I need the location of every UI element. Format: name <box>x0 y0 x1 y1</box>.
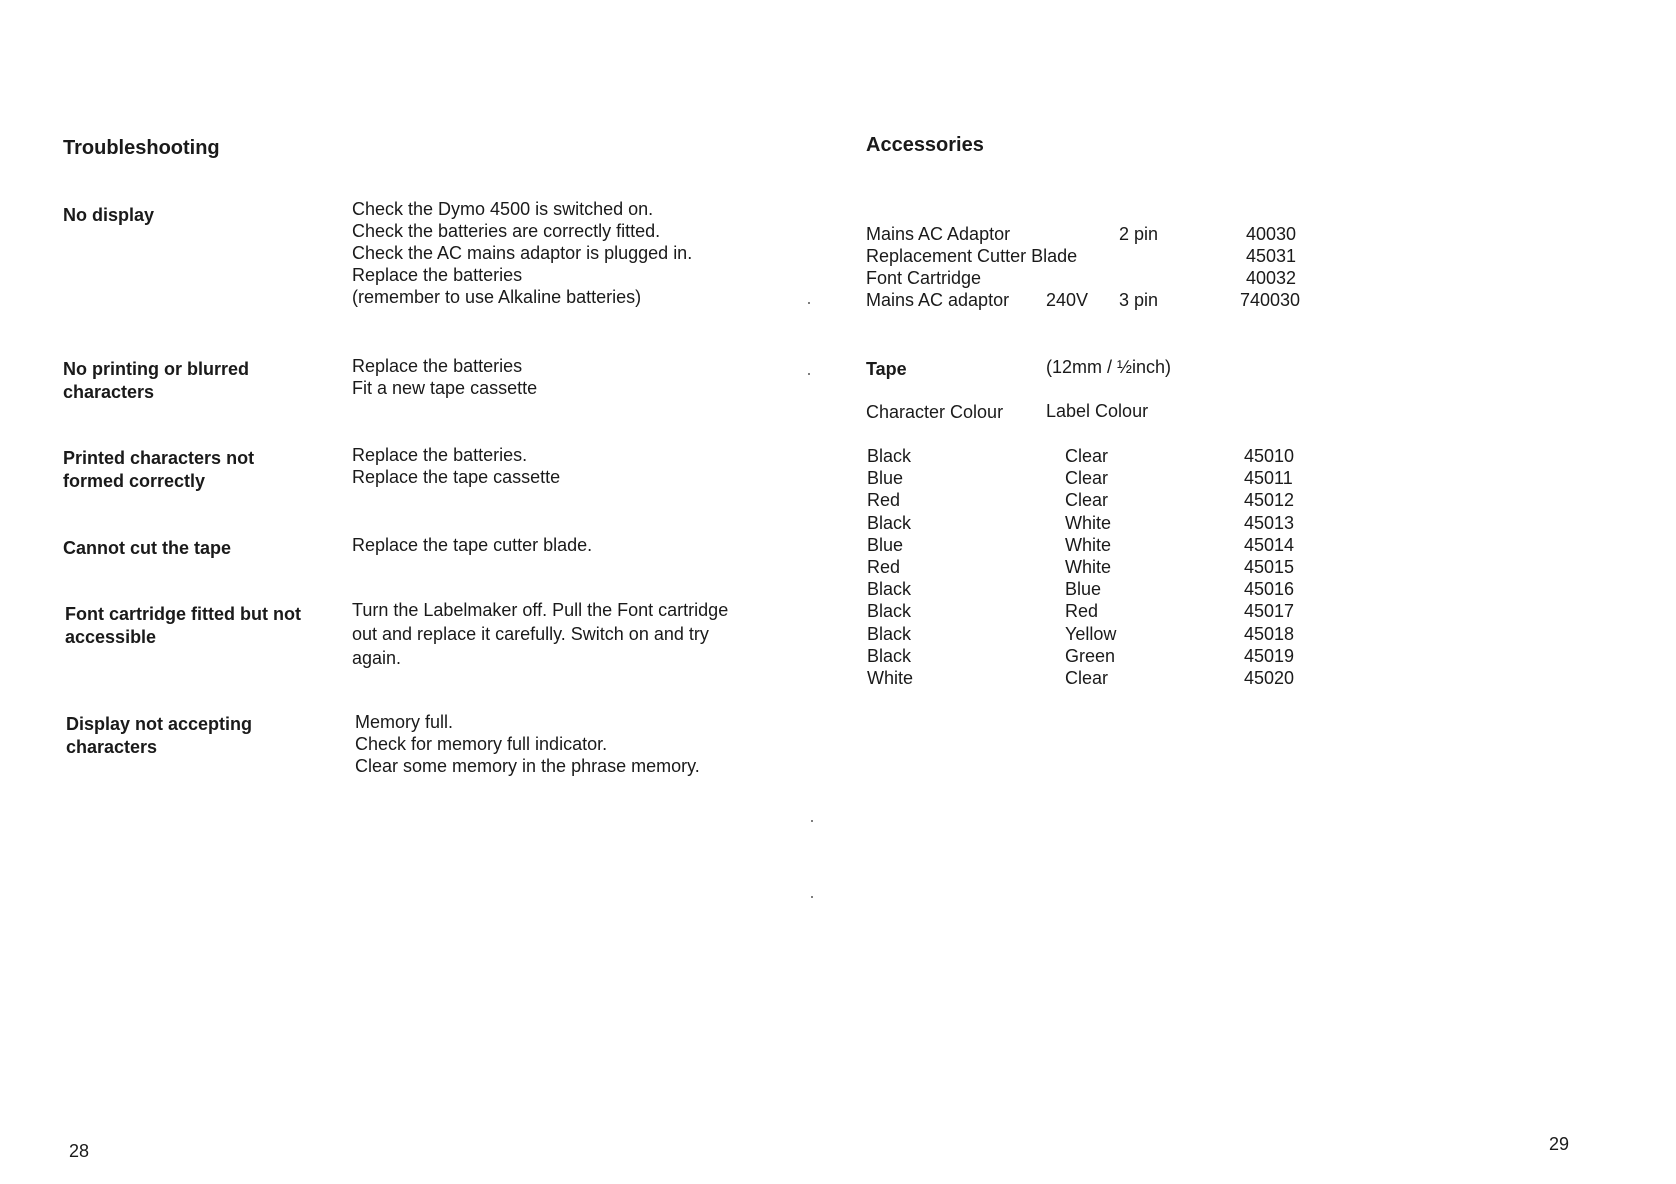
character-colour: Black <box>867 579 912 600</box>
solution-line: Check the Dymo 4500 is switched on. <box>352 199 654 219</box>
solution-printed-characters <box>352 444 782 488</box>
accessories-title: Accessories <box>866 134 984 156</box>
scan-speck <box>811 820 813 822</box>
accessory-row <box>866 290 1366 312</box>
tape-code: 45011 <box>1244 468 1293 489</box>
tape-code: 45014 <box>1244 534 1295 555</box>
accessory-pins: 3 pin <box>1119 290 1159 310</box>
solution-cannot-cut <box>352 534 782 556</box>
tape-row <box>867 557 1317 579</box>
tape-row <box>867 668 1317 690</box>
label-colour: Clear <box>1065 668 1109 688</box>
problem-line: characters <box>66 737 158 757</box>
solution-line: Check the batteries are correctly fitted. <box>352 221 661 241</box>
tape-row <box>867 468 1317 490</box>
tape-code: 45019 <box>1244 645 1295 666</box>
problem-line: Cannot cut the tape <box>63 538 232 558</box>
solution-line: Memory full. <box>355 712 454 732</box>
problem-no-printing <box>63 358 333 404</box>
scan-speck <box>811 896 813 898</box>
tape-size: (12mm / ½inch) <box>1046 357 1172 377</box>
tape-code: 45020 <box>1244 668 1295 688</box>
accessory-name: Font Cartridge <box>866 268 982 288</box>
solution-line: Replace the tape cassette <box>352 467 561 487</box>
tape-label: Tape <box>866 359 907 379</box>
tape-code: 45017 <box>1244 601 1295 622</box>
problem-printed-characters <box>63 447 333 493</box>
accessory-code: 740030 <box>1240 290 1301 310</box>
accessory-code: 40030 <box>1246 224 1297 244</box>
scan-speck <box>808 373 810 375</box>
tape-code: 45018 <box>1244 623 1295 644</box>
solution-no-display <box>352 198 782 308</box>
solution-line: again. <box>352 648 402 668</box>
solution-line: Replace the tape cutter blade. <box>352 535 593 555</box>
accessory-code: 40032 <box>1246 268 1297 288</box>
accessory-name: Mains AC adaptor <box>866 290 1010 310</box>
problem-line: No printing or blurred <box>63 359 249 379</box>
label-colour: Blue <box>1065 579 1102 600</box>
problem-line: formed correctly <box>63 471 206 491</box>
solution-font-cartridge <box>352 598 782 670</box>
problem-line: Font cartridge fitted but not <box>65 604 301 624</box>
tape-row <box>867 579 1317 601</box>
tape-code: 45010 <box>1244 446 1295 466</box>
solution-line: (remember to use Alkaline batteries) <box>352 287 642 307</box>
solution-line: Replace the batteries. <box>352 445 528 465</box>
character-colour: Black <box>867 645 912 666</box>
character-colour: Red <box>867 557 901 577</box>
tape-code: 45012 <box>1244 490 1295 511</box>
solution-line: Check the AC mains adaptor is plugged in. <box>352 243 693 263</box>
page-number-right: 29 <box>1549 1134 1570 1154</box>
tape-row <box>867 535 1317 557</box>
accessory-name: Replacement Cutter Blade <box>866 246 1078 266</box>
character-colour: Red <box>867 490 901 511</box>
problem-line: accessible <box>65 627 157 647</box>
accessory-row <box>866 268 1366 290</box>
tape-row <box>867 601 1317 623</box>
accessory-row <box>866 246 1366 268</box>
character-colour: Black <box>867 446 912 466</box>
accessory-row <box>866 224 1366 246</box>
accessory-voltage: 240V <box>1046 290 1089 310</box>
character-colour: Black <box>867 512 912 533</box>
label-colour: Red <box>1065 601 1099 622</box>
problem-line: Printed characters not <box>63 448 255 468</box>
character-colour: Blue <box>867 468 904 489</box>
label-colour: Clear <box>1065 468 1109 489</box>
tape-code: 45016 <box>1244 579 1295 600</box>
problem-line: Display not accepting <box>66 714 253 734</box>
solution-line: out and replace it carefully. Switch on and try <box>352 624 709 644</box>
problem-line: characters <box>63 382 155 402</box>
tape-row <box>867 624 1317 646</box>
tape-row <box>867 646 1317 668</box>
solution-display-not-accepting <box>355 711 785 777</box>
problem-font-cartridge <box>65 603 335 649</box>
label-colour: Clear <box>1065 446 1109 466</box>
tape-row <box>867 490 1317 512</box>
accessory-code: 45031 <box>1246 246 1297 266</box>
character-colour-header: Character Colour <box>866 402 1004 422</box>
problem-cannot-cut <box>63 537 333 560</box>
accessory-name: Mains AC Adaptor <box>866 224 1011 244</box>
problem-display-not-accepting <box>66 713 336 759</box>
character-colour: White <box>867 668 914 688</box>
solution-line: Replace the batteries <box>352 265 523 285</box>
label-colour: White <box>1065 557 1112 577</box>
solution-line: Clear some memory in the phrase memory. <box>355 756 700 776</box>
page-number-left: 28 <box>69 1141 90 1161</box>
solution-line: Fit a new tape cassette <box>352 378 538 398</box>
label-colour: White <box>1065 512 1112 533</box>
tape-row <box>867 446 1317 468</box>
label-colour: Green <box>1065 645 1116 666</box>
label-colour: White <box>1065 534 1112 555</box>
problem-line: No display <box>63 205 155 225</box>
character-colour: Blue <box>867 534 904 555</box>
troubleshooting-title: Troubleshooting <box>63 137 220 159</box>
character-colour: Black <box>867 601 912 622</box>
tape-row <box>867 513 1317 535</box>
solution-line: Check for memory full indicator. <box>355 734 608 754</box>
tape-code: 45015 <box>1244 557 1295 577</box>
scan-speck <box>808 302 810 304</box>
character-colour: Black <box>867 623 912 644</box>
label-colour: Clear <box>1065 490 1109 511</box>
solution-line: Replace the batteries <box>352 356 523 376</box>
label-colour: Yellow <box>1065 623 1117 644</box>
accessory-pins: 2 pin <box>1119 224 1159 244</box>
problem-no-display <box>63 204 333 227</box>
label-colour-header: Label Colour <box>1046 401 1149 421</box>
tape-code: 45013 <box>1244 512 1295 533</box>
solution-no-printing <box>352 355 782 399</box>
solution-line: Turn the Labelmaker off. Pull the Font cartridge <box>352 600 729 620</box>
